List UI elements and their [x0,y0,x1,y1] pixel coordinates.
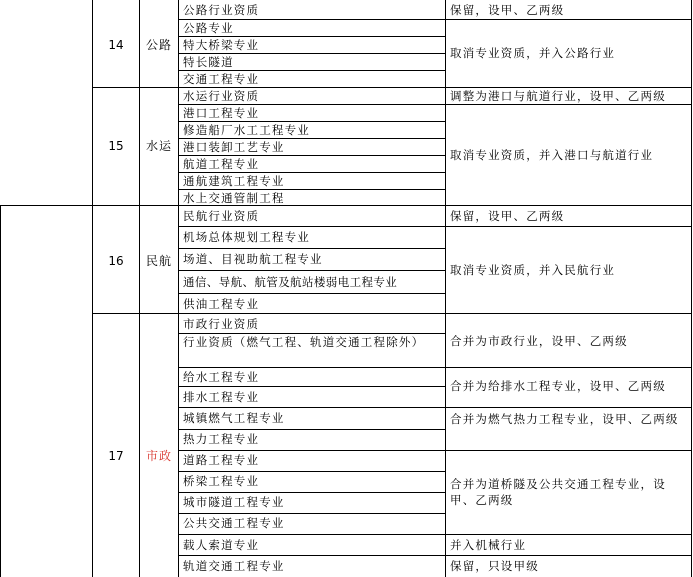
result-divider [445,450,692,451]
row-divider [178,534,446,535]
qualification-item: 港口装卸工艺专业 [183,140,285,154]
row-number: 14 [108,38,124,52]
row-number: 16 [108,254,124,268]
qualification-item: 港口工程专业 [183,106,260,120]
qualification-item: 桥梁工程专业 [183,474,260,488]
row-divider [178,429,446,430]
qualification-item: 热力工程专业 [183,432,260,446]
qualification-item: 修造船厂水工工程专业 [183,123,310,137]
qualification-item: 道路工程专业 [183,453,260,467]
result-divider [445,104,692,105]
reform-result: 保留，只设甲级 [450,559,539,573]
result-divider [445,534,692,535]
table-left-border [0,205,1,577]
row-divider [178,492,446,493]
group-separator [92,313,692,314]
qualification-item: 民航行业资质 [183,209,260,223]
qualification-item: 城市隧道工程专业 [183,495,285,509]
qualification-item: 市政行业资质 [183,317,260,331]
row-divider [178,367,446,368]
row-divider [178,450,446,451]
reform-result: 合并为市政行业，设甲、乙两级 [450,334,628,348]
row-number: 17 [108,449,124,463]
qualification-item: 行业资质（燃气工程、轨道交通工程除外） [183,335,425,349]
row-divider [178,513,446,514]
qualification-item: 交通工程专业 [183,72,260,86]
row-divider [178,471,446,472]
category-label: 市政 [145,449,172,463]
reform-result: 合并为燃气热力工程专业，设甲、乙两级 [450,412,679,426]
reform-result: 保留，设甲、乙两级 [450,3,565,17]
reform-result: 合并为道桥隧及公共交通工程专业，设甲、乙两级 [450,477,666,507]
category-label: 公路 [145,38,172,52]
qualification-item: 排水工程专业 [183,390,260,404]
category-label: 水运 [145,139,172,153]
row-number: 15 [108,139,124,153]
result-divider [445,367,692,368]
result-divider [445,226,692,227]
qualification-item: 轨道交通工程专业 [183,559,285,573]
reform-result: 取消专业资质，并入公路行业 [450,46,616,60]
row-divider [178,293,446,294]
reform-result: 调整为港口与航道行业，设甲、乙两级 [450,89,666,103]
qualification-item: 载人索道专业 [183,538,260,552]
qualification-item: 场道、目视助航工程专业 [183,252,323,266]
qualification-item: 特长隧道 [183,55,234,69]
reform-result: 取消专业资质，并入民航行业 [450,263,616,277]
category-label: 民航 [145,254,172,268]
qualification-item: 供油工程专业 [183,297,260,311]
qualification-item: 通航建筑工程专业 [183,174,285,188]
row-divider [178,270,446,271]
row-divider [178,248,446,249]
qualification-item: 给水工程专业 [183,370,260,384]
result-divider [445,19,692,20]
qualification-item: 公路专业 [183,21,234,35]
row-divider [178,226,446,227]
reform-result: 合并为给排水工程专业，设甲、乙两级 [450,379,666,393]
qualification-item: 特大桥梁专业 [183,38,260,52]
result-divider [445,555,692,556]
qualification-item: 城镇燃气工程专业 [183,411,285,425]
reform-result: 取消专业资质，并入港口与航道行业 [450,148,654,162]
row-divider [178,555,446,556]
qualification-item: 公共交通工程专业 [183,516,285,530]
reform-result: 保留，设甲、乙两级 [450,209,565,223]
qualification-item: 公路行业资质 [183,3,260,17]
qualification-item: 通信、导航、航管及航站楼弱电工程专业 [183,275,398,289]
reform-result: 并入机械行业 [450,538,527,552]
group-separator [0,205,692,206]
row-divider [178,386,446,387]
qualification-item: 水运行业资质 [183,89,260,103]
qualification-item: 机场总体规划工程专业 [183,230,310,244]
qualification-item: 水上交通管制工程 [183,191,285,205]
result-divider [445,407,692,408]
qualification-item: 航道工程专业 [183,157,260,171]
row-divider [178,407,446,408]
